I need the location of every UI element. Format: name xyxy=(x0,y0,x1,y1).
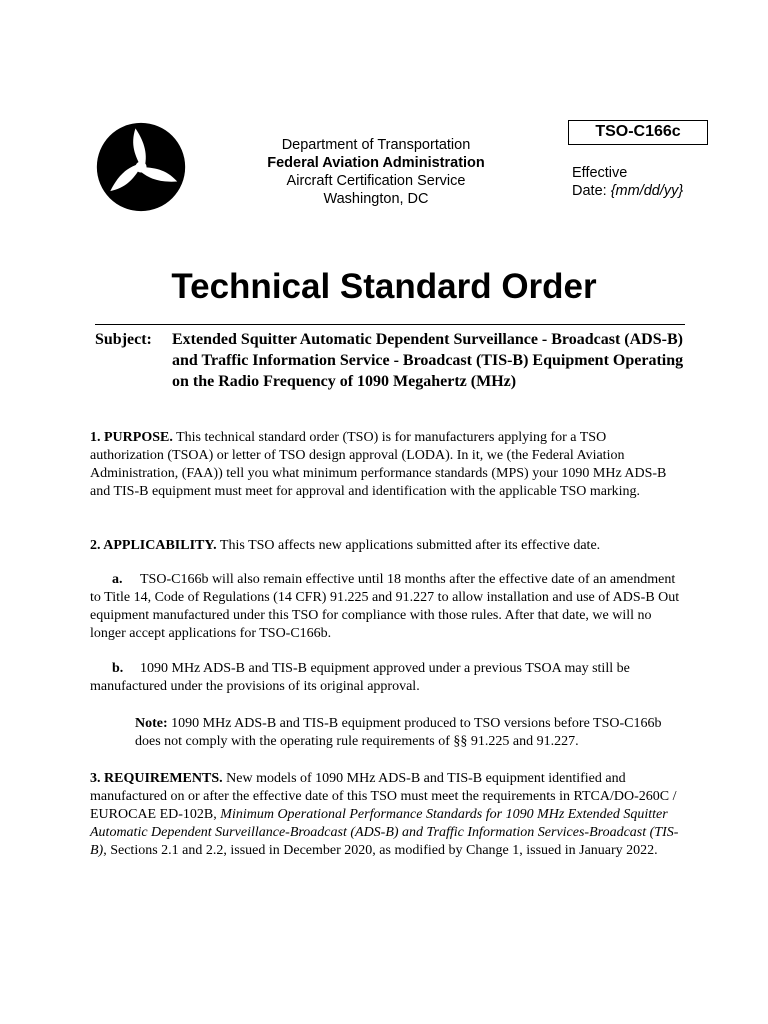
item-a-label: a. xyxy=(112,572,123,587)
tso-number-box: TSO-C166c xyxy=(568,120,708,145)
requirements-heading: 3. REQUIREMENTS. xyxy=(90,771,223,786)
item-a-text: TSO-C166b will also remain effective until 18 months after the effective date of an amendment to Title 14, Code of Regulations (14 CFR) 91.225 and 91.227 to allow installation and use of ADS-B Out equipment manufactured under this TSO for compliance with those rules. After that date, we will no longer accept applications for TSO-C166b. xyxy=(90,572,680,641)
applicability-heading: 2. APPLICABILITY. xyxy=(90,538,217,553)
applicability-item-a xyxy=(90,571,680,643)
date-label: Date: xyxy=(572,183,607,199)
agency-name: Federal Aviation Administration xyxy=(267,155,485,171)
subject-label: Subject: xyxy=(95,331,152,348)
service-name: Aircraft Certification Service xyxy=(286,173,466,189)
effective-label: Effective xyxy=(572,165,628,181)
department-name: Department of Transportation xyxy=(281,137,471,153)
requirements-standard-title: Minimum Operational Performance Standards for 1090 MHz Extended Squitter Automatic Dependent Surveillance-Broadcast (ADS-B) and Traffic Information Services-Broadcast (TIS-B) xyxy=(90,807,679,858)
page-title: Technical Standard Order xyxy=(171,267,597,306)
effective-date-block xyxy=(572,164,683,200)
applicability-item-b xyxy=(90,660,680,696)
note-text: 1090 MHz ADS-B and TIS-B equipment produced to TSO versions before TSO-C166b does not comply with the operating rule requirements of §§ 91.225 and 91.227. xyxy=(135,716,662,749)
applicability-paragraph xyxy=(90,537,680,555)
agency-block xyxy=(256,136,496,208)
purpose-heading: 1. PURPOSE. xyxy=(90,430,173,445)
subject-divider xyxy=(95,324,685,325)
note-label: Note: xyxy=(135,716,168,731)
applicability-note xyxy=(135,715,675,751)
item-b-label: b. xyxy=(112,661,124,676)
date-value: {mm/dd/yy} xyxy=(610,183,684,199)
item-b-text: 1090 MHz ADS-B and TIS-B equipment approved under a previous TSOA may still be manufactured under the provisions of its original approval. xyxy=(90,661,630,694)
purpose-paragraph xyxy=(90,429,680,501)
subject-text: Extended Squitter Automatic Dependent Surveillance - Broadcast (ADS-B) and Traffic Information Service - Broadcast (TIS-B) Equipment Operating on the Radio Frequency of 1090 Megahertz (MHz) xyxy=(172,331,684,390)
purpose-text: This technical standard order (TSO) is for manufacturers applying for a TSO authorization (TSOA) or letter of TSO design approval (LODA). In it, we (the Federal Aviation Administration, (FAA)) tell you what minimum performance standards (MPS) your 1090 MHz ADS-B and TIS-B equipment must meet for approval and identification with the applicable TSO marking. xyxy=(90,430,667,499)
effective-date-line xyxy=(572,182,683,200)
agency-city: Washington, DC xyxy=(323,191,429,207)
requirements-paragraph xyxy=(90,770,680,860)
applicability-text: This TSO affects new applications submitted after its effective date. xyxy=(216,538,601,553)
dot-tri-wing-logo-icon xyxy=(95,121,187,213)
requirements-text-1: New models of 1090 MHz ADS-B and TIS-B equipment identified and manufactured on or after the effective date of this TSO must meet the requirements in RTCA/DO-260C / EUROCAE ED-102B, xyxy=(90,771,677,822)
requirements-text-2: , Sections 2.1 and 2.2, issued in December 2020, as modified by Change 1, issued in January 2022. xyxy=(103,843,658,858)
